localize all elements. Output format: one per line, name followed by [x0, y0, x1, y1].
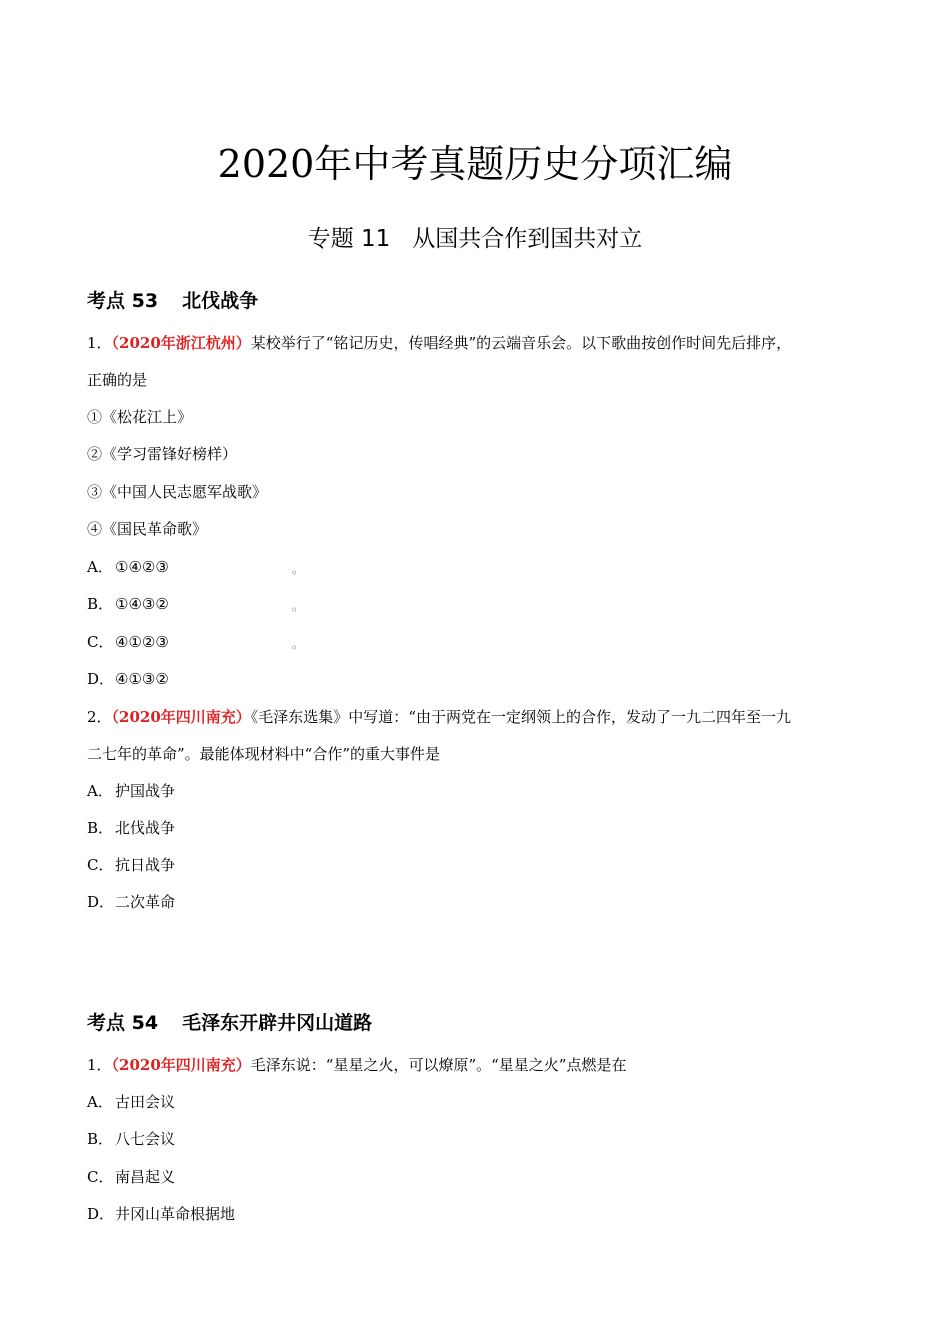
answer-option: [87, 780, 175, 802]
option-letter: A．: [87, 558, 113, 576]
question-source: （2020年四川南充）: [111, 1056, 251, 1074]
option-letter: D．: [87, 893, 115, 911]
section-heading: [87, 288, 258, 314]
answer-option: [87, 1128, 175, 1150]
question-stem: [87, 706, 791, 728]
option-letter: D．: [87, 1205, 115, 1223]
question-stem: [87, 1054, 626, 1076]
option-text: 抗日战争: [115, 856, 176, 874]
page-title: 2020年中考真题历史分项汇编: [217, 142, 733, 186]
section-name: 毛泽东开辟井冈山道路: [182, 1012, 373, 1034]
question-stem: [87, 332, 791, 354]
topic-subtitle: [0, 223, 950, 255]
song-item: ①《松花江上》: [87, 408, 193, 426]
answer-option: [87, 817, 175, 839]
answer-option: [87, 1166, 175, 1188]
answer-option: [87, 556, 169, 578]
question-source: （2020年浙江杭州）: [111, 334, 251, 352]
answer-option: [87, 668, 169, 690]
question-text-continued: 二七年的革命”。最能体现材料中“合作”的重大事件是: [87, 745, 441, 763]
option-letter: A．: [87, 782, 113, 800]
section-heading: [87, 1010, 372, 1036]
question-number: 1．: [87, 334, 112, 352]
question-text-continued: 正确的是: [87, 371, 148, 389]
option-letter: B．: [87, 819, 114, 837]
option-letter: C．: [87, 856, 114, 874]
option-letter: C．: [87, 1168, 114, 1186]
question-number: 2．: [87, 708, 112, 726]
stray-mark: 。: [292, 599, 305, 613]
answer-option: [87, 631, 169, 653]
option-letter: C．: [87, 633, 114, 651]
song-item: ③《中国人民志愿军战歌》: [87, 483, 268, 501]
option-text: 井冈山革命根据地: [115, 1205, 236, 1223]
section-label: 考点 53: [87, 290, 159, 312]
option-text: 南昌起义: [115, 1168, 176, 1186]
question-text: 毛泽东说：“星星之火，可以燎原”。“星星之火”点燃是在: [250, 1056, 627, 1074]
stray-mark: 。: [292, 637, 305, 651]
answer-option: [87, 1203, 235, 1225]
answer-option: [87, 593, 169, 615]
song-item: ②《学习雷锋好榜样）: [87, 445, 238, 463]
option-letter: D．: [87, 670, 115, 688]
stray-mark: 。: [292, 562, 305, 576]
section-label: 考点 54: [87, 1012, 159, 1034]
option-text: ①④②③: [115, 558, 169, 576]
question-text: 《毛泽东选集》中写道：“由于两党在一定纲领上的合作，发动了一九二四年至一九: [250, 708, 791, 726]
option-text: 二次革命: [115, 893, 176, 911]
option-letter: A．: [87, 1093, 113, 1111]
option-text: ④①②③: [115, 633, 169, 651]
topic-name: 从国共合作到国共对立: [412, 226, 643, 252]
option-text: ①④③②: [115, 595, 169, 613]
section-name: 北伐战争: [182, 290, 259, 312]
option-text: ④①③②: [115, 670, 169, 688]
option-text: 北伐战争: [115, 819, 176, 837]
question-number: 1．: [87, 1056, 112, 1074]
question-source: （2020年四川南充）: [111, 708, 251, 726]
topic-number: 专题 11: [307, 226, 391, 252]
option-text: 古田会议: [115, 1093, 176, 1111]
answer-option: [87, 891, 175, 913]
question-text: 某校举行了“铭记历史，传唱经典”的云端音乐会。以下歌曲按创作时间先后排序，: [250, 334, 792, 352]
option-letter: B．: [87, 595, 114, 613]
song-item: ④《国民革命歌》: [87, 520, 208, 538]
option-letter: B．: [87, 1130, 114, 1148]
option-text: 八七会议: [115, 1130, 176, 1148]
answer-option: [87, 854, 175, 876]
answer-option: [87, 1091, 175, 1113]
option-text: 护国战争: [115, 782, 176, 800]
